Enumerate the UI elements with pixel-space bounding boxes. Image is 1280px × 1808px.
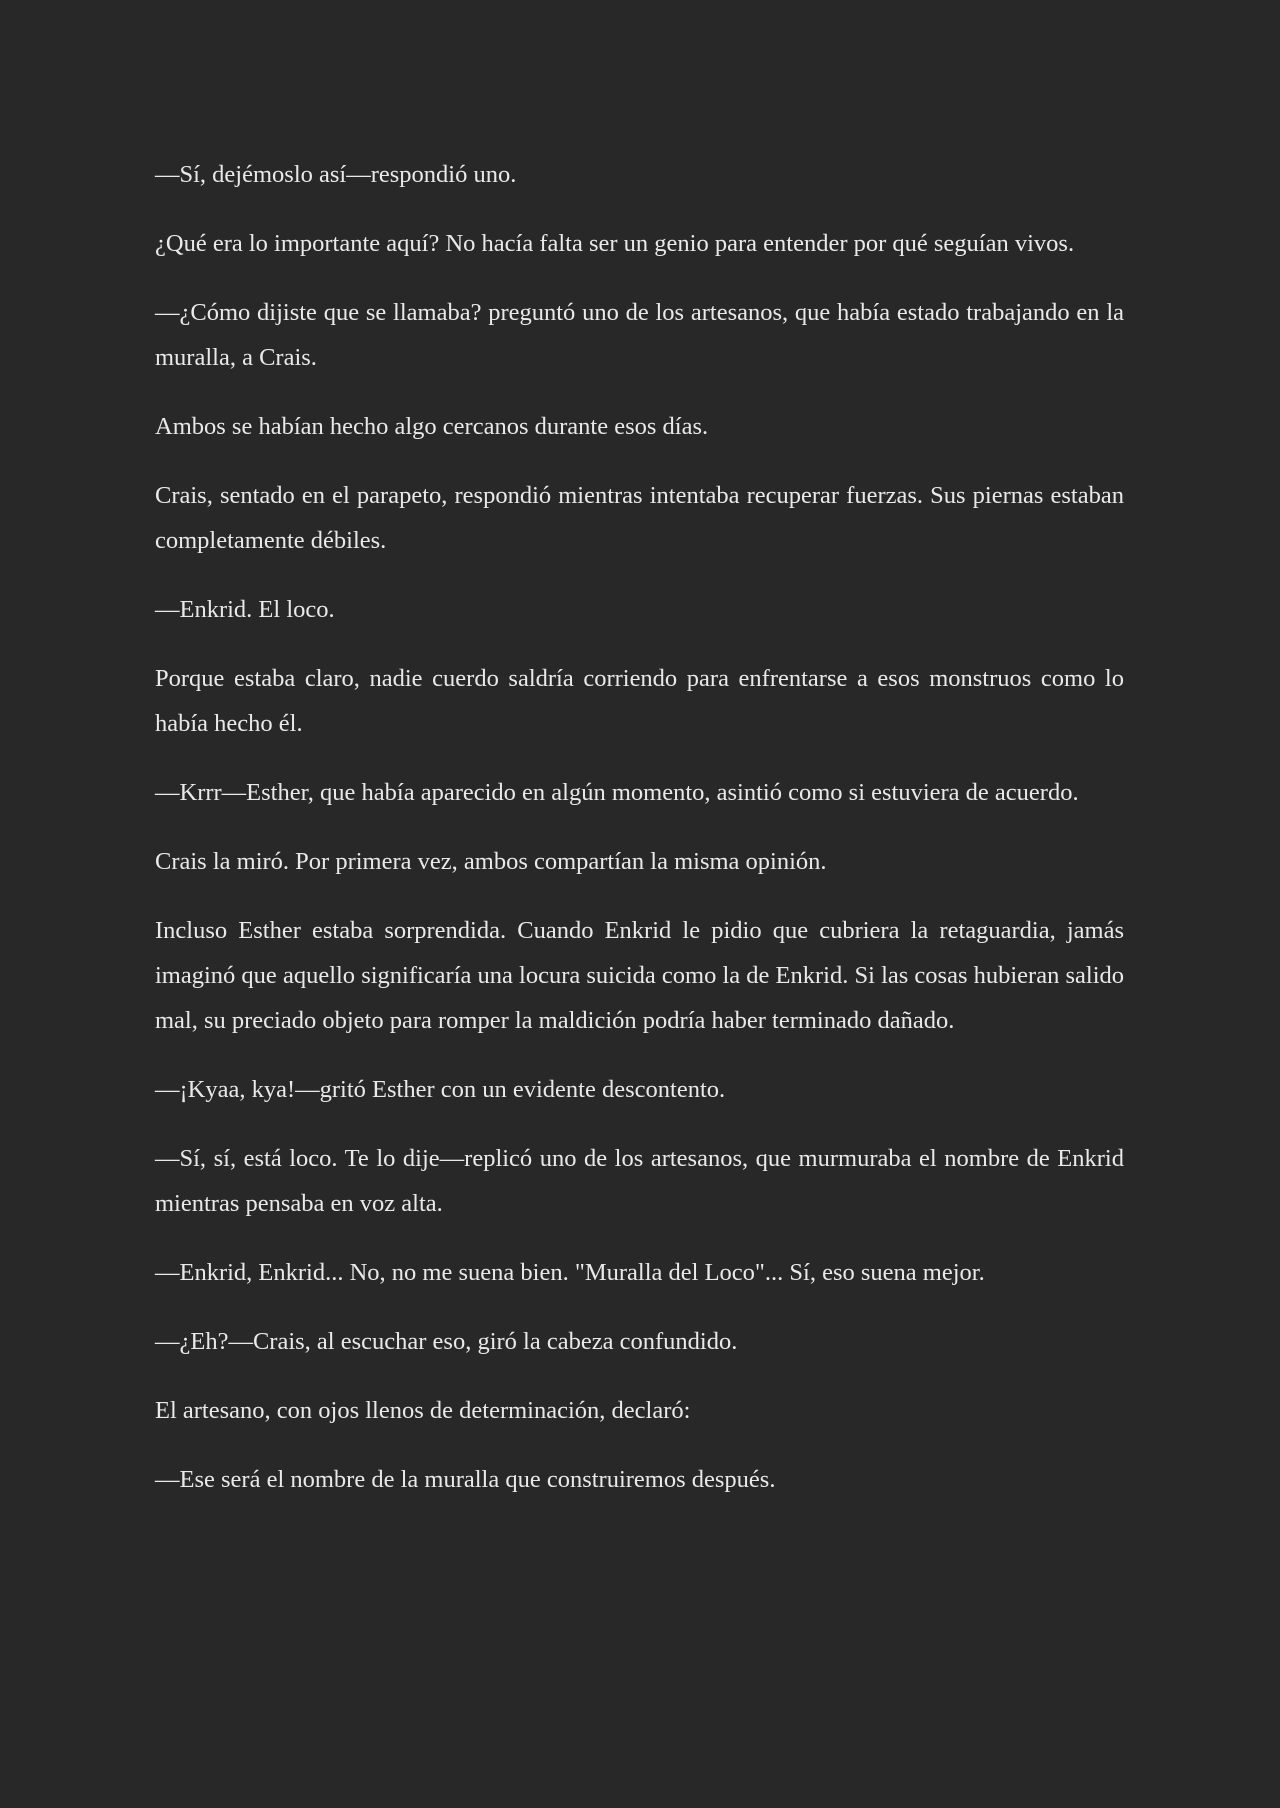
paragraph: Ambos se habían hecho algo cercanos durante esos días. [155, 413, 709, 440]
reading-pane [155, 152, 1124, 1526]
paragraph: Porque estaba claro, nadie cuerdo saldría corriendo para enfrentarse a esos monstruos como lo había hecho él. [155, 665, 1124, 737]
paragraph: —¿Eh?—Crais, al escuchar eso, giró la cabeza confundido. [155, 1328, 738, 1355]
paragraph: —¿Cómo dijiste que se llamaba? preguntó uno de los artesanos, que había estado trabajando en la muralla, a Crais. [155, 299, 1124, 371]
paragraph: —Enkrid. El loco. [155, 596, 335, 623]
paragraph: —Sí, sí, está loco. Te lo dije—replicó uno de los artesanos, que murmuraba el nombre de Enkrid mientras pensaba en voz alta. [155, 1145, 1124, 1217]
paragraph: Incluso Esther estaba sorprendida. Cuando Enkrid le pidio que cubriera la retaguardia, jamás imaginó que aquello significaría una locura suicida como la de Enkrid. Si las cosas hubieran salido mal, su preciado objeto para romper la maldición podría haber terminado dañado. [155, 917, 1124, 1034]
paragraph: —Krrr—Esther, que había aparecido en algún momento, asintió como si estuviera de acuerdo. [155, 779, 1079, 806]
paragraph: —Ese será el nombre de la muralla que construiremos después. [155, 1466, 776, 1493]
paragraph: ¿Qué era lo importante aquí? No hacía falta ser un genio para entender por qué seguían vivos. [155, 230, 1075, 257]
paragraph: Crais la miró. Por primera vez, ambos compartían la misma opinión. [155, 848, 827, 875]
paragraph: —Enkrid, Enkrid... No, no me suena bien. "Muralla del Loco"... Sí, eso suena mejor. [155, 1259, 985, 1286]
paragraph: —Sí, dejémoslo así—respondió uno. [155, 161, 517, 188]
paragraph: Crais, sentado en el parapeto, respondió mientras intentaba recuperar fuerzas. Sus piernas estaban completamente débiles. [155, 482, 1124, 554]
paragraph: —¡Kyaa, kya!—gritó Esther con un evidente descontento. [155, 1076, 726, 1103]
paragraph: El artesano, con ojos llenos de determinación, declaró: [155, 1397, 691, 1424]
